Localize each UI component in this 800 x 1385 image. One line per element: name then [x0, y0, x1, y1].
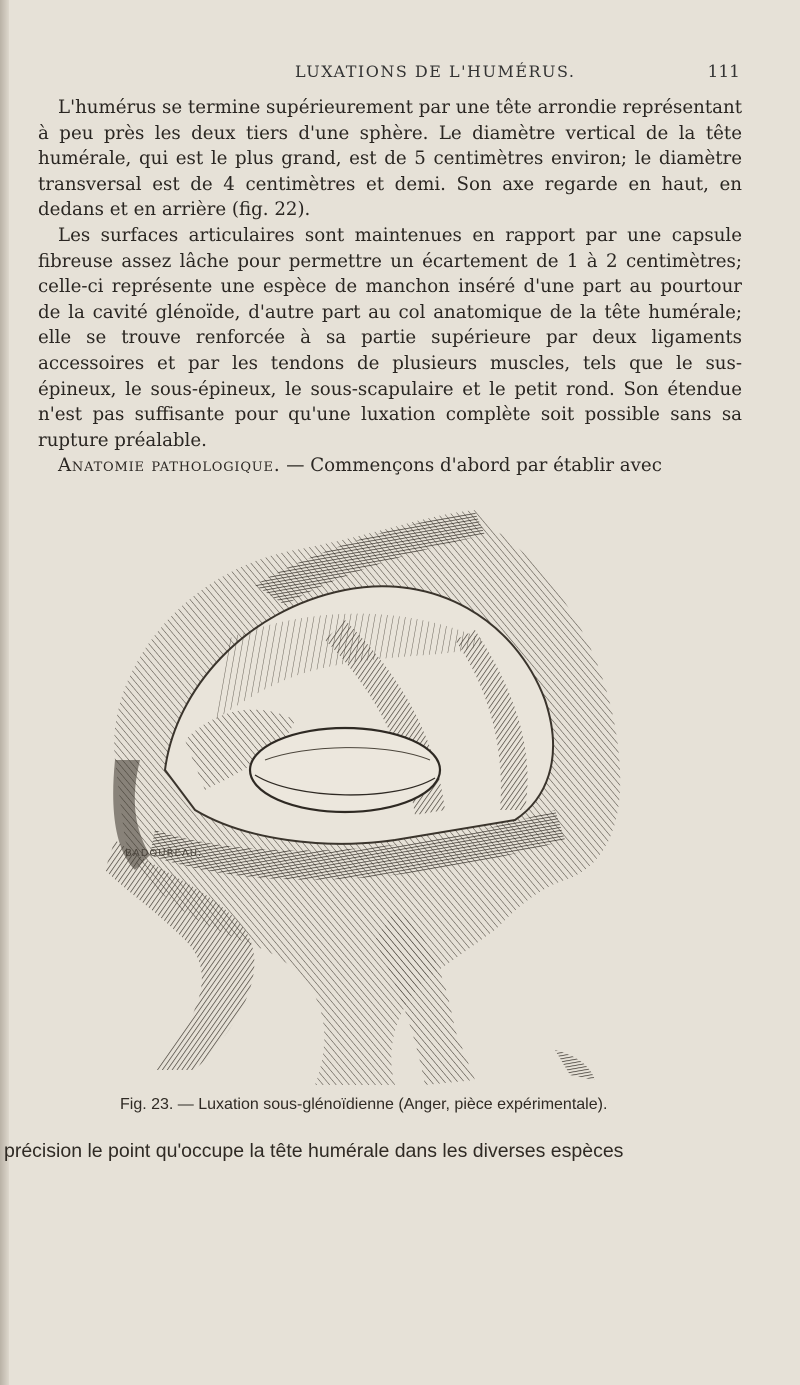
section-heading: Anatomie pathologique.: [58, 455, 281, 477]
shoulder-dissection-illustration: [95, 510, 635, 1085]
paragraph-3-text: — Commençons d'abord par établir avec: [280, 455, 662, 477]
paragraph-1: L'humérus se termine supérieurement par une tête arrondie représentant à peu près les deux tiers d'une sphère. Le diamètre vertical de la tête humérale, qui est le plus grand, est de 5 centimètres environ; le diamètre transversal est de 4 centimètres et demi. Son axe regarde en haut, en dedans et en arrière (fig. 22).: [38, 97, 743, 221]
continuation-line: précision le point qu'occupe la tête humérale dans les diverses espèces: [4, 1140, 624, 1162]
anatomical-engraving: [95, 510, 635, 1085]
body-text: [38, 95, 742, 479]
running-head: [40, 62, 740, 88]
paragraph-2: Les surfaces articulaires sont maintenues en rapport par une capsule fibreuse assez lâche pour permettre un écartement de 1 à 2 centimètres; celle-ci représente une espèce de manchon inséré d'une part au pourtour de la cavité glénoïde, d'autre part au col anatomique de la tête humérale; elle se trouve renforcée à sa partie supérieure par deux ligaments accessoires et par les tendons de plusieurs muscles, tels que le sus-épineux, le sous-épineux, le sous-scapulaire et le petit rond. Son étendue n'est pas suffisante pour qu'une luxation complète soit possible sans sa rupture préalable.: [38, 224, 742, 451]
binding-edge: [0, 0, 9, 1385]
running-title: LUXATIONS DE L'HUMÉRUS.: [295, 62, 576, 81]
engraver-signature: BADOUREAU.: [125, 848, 203, 859]
page-number: 111: [707, 62, 740, 82]
paragraph-3: [38, 453, 742, 479]
figure-caption: Fig. 23. — Luxation sous-glénoïdienne (Anger, pièce expérimentale).: [120, 1096, 608, 1113]
